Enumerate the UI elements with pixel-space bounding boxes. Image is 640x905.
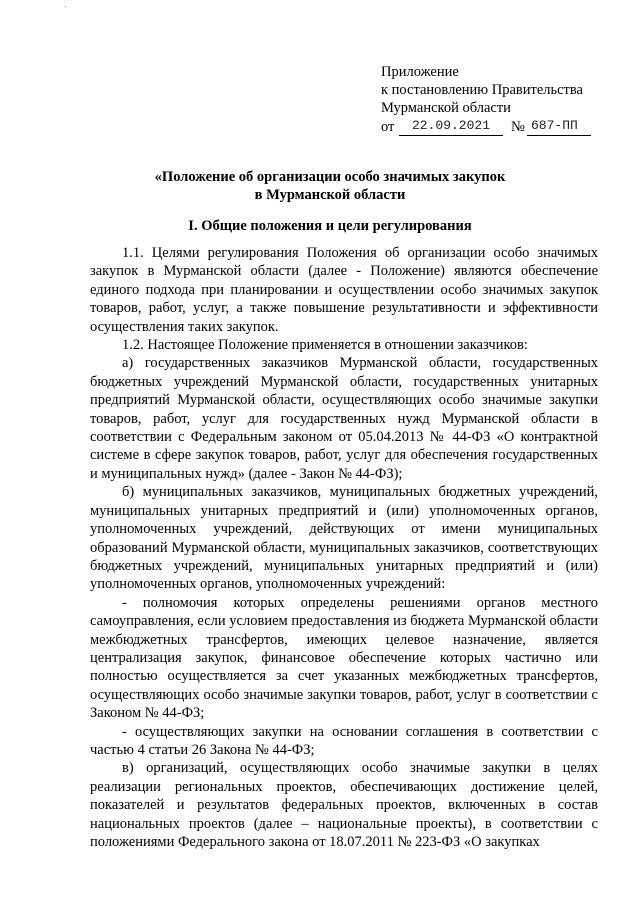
resolution-date: 22.09.2021 <box>399 117 503 136</box>
document-body <box>90 244 598 851</box>
title-line-1: «Положение об организации особо значимых закупок <box>154 169 506 185</box>
resolution-number: 687-ПП <box>527 117 591 136</box>
paragraph-v: в) организаций, осуществляющих особо значимые закупки в целях реализации региональных проектов, обеспечивающих достижение целей, показателей и результатов федеральных проектов, включенных в состав национальных проектов (далее – национальные проекты), в соответствии с положениями Федерального закона от 18.07.2011 № 223-ФЗ «О закупках <box>90 760 598 850</box>
date-number-line <box>381 117 621 137</box>
section-heading: I. Общие положения и цели регулирования <box>188 218 472 234</box>
appendix-label: Приложение <box>381 64 459 80</box>
title-line-2: в Мурманской области <box>254 187 406 203</box>
paragraph-a: а) государственных заказчиков Мурманской области, государственных бюджетных учреждений Мурманской области, государственных унитарных предприятий Мурманской области, осуществляющих особо значимые закупки товаров, работ, услуг для государственных нужд Мурманской области в соответствии с Федеральным законом от 05.04.2013 № 44-ФЗ «О контрактной системе в сфере закупок товаров, работ, услуг для обеспечения государственных и муниципальных нужд» (далее - Закон № 44-ФЗ); <box>90 355 598 482</box>
scan-mark: · <box>64 2 68 13</box>
paragraph-b-dash-1: - полномочия которых определены решениями органов местного самоуправления, если условием предоставления из бюджета Мурманской области межбюджетных трансфертов, имеющих целевое назначение, является централизация закупок, финансовое обеспечение которых частично или полностью осуществляется за счет указанных межбюджетных трансфертов, осуществляющих особо значимые закупки товаров, работ, услуг в соответствии с Законом № 44-ФЗ; <box>90 594 598 722</box>
document-title <box>80 168 580 204</box>
paragraph-1-2: 1.2. Настоящее Положение применяется в отношении заказчиков: <box>122 337 528 354</box>
resolution-reference: к постановлению Правительства <box>381 82 583 98</box>
appendix-header <box>381 63 621 137</box>
paragraph-b: б) муниципальных заказчиков, муниципальных бюджетных учреждений, муниципальных унитарных предприятий и (или) уполномоченных органов, уполномоченных учреждений, действующих от имени муниципальных образований Мурманской области, муниципальных заказчиков, соответствующих бюджетных учреждений, муниципальных унитарных предприятий и (или) уполномоченных органов, уполномоченных учреждений: <box>90 484 598 593</box>
paragraph-1-1: 1.1. Целями регулирования Положения об организации особо значимых закупок в Мурманской области (далее - Положение) являются обеспечение единого подхода при планировании и осуществлении особо значимых закупок товаров, работ, услуг, а также повышение результативности и эффективности осуществления таких закупок. <box>90 245 598 335</box>
region-name: Мурманской области <box>381 100 511 116</box>
number-prefix: № <box>511 119 525 135</box>
date-prefix: от <box>381 119 395 135</box>
paragraph-b-dash-2: - осуществляющих закупки на основании соглашения в соответствии с частью 4 статьи 26 Закона № 44-ФЗ; <box>90 723 598 758</box>
